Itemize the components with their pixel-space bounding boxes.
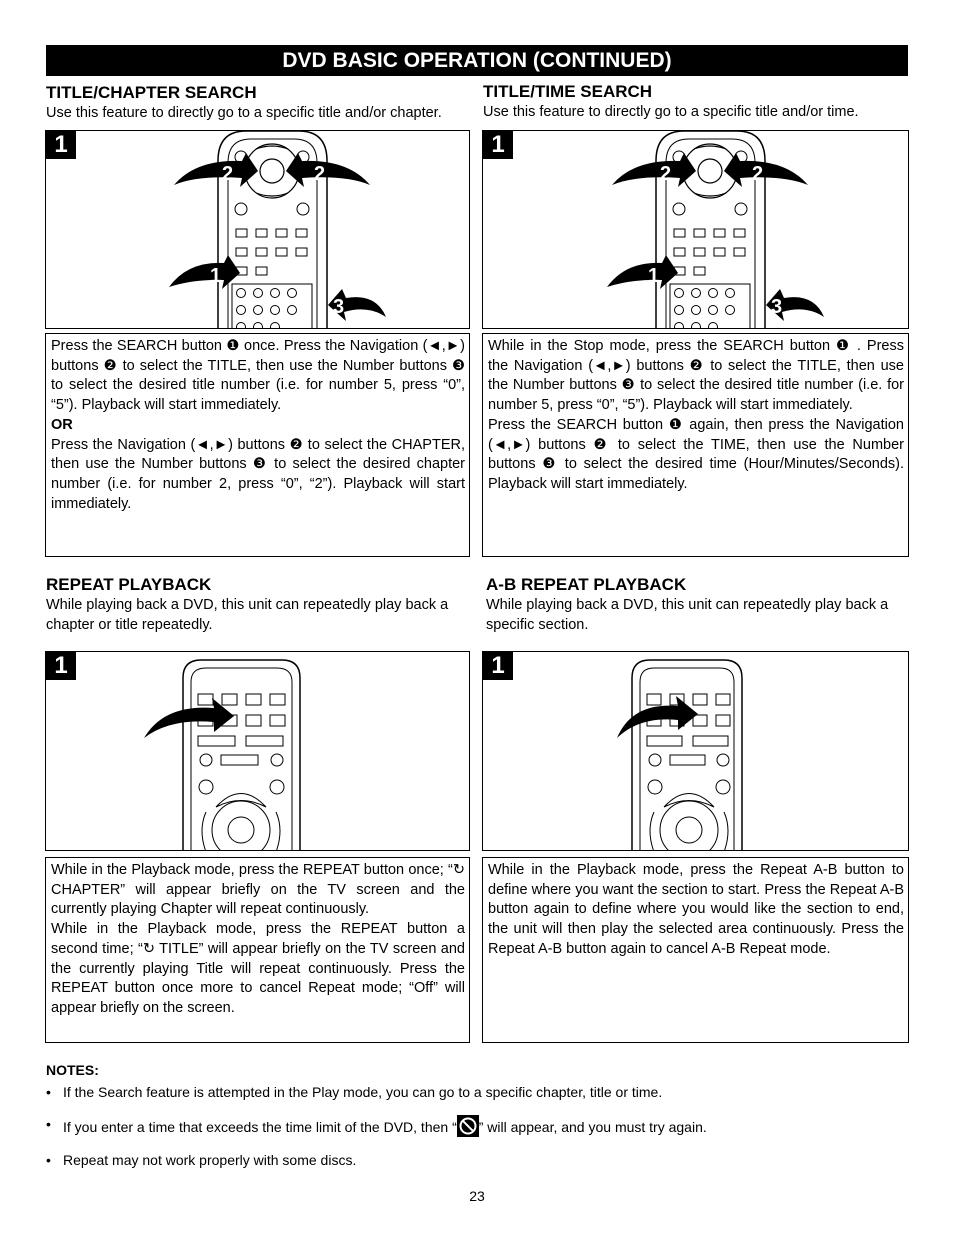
note-item [46, 1115, 908, 1141]
notes-list [46, 1083, 908, 1169]
title-chapter-remote-figure [45, 130, 470, 329]
ab-repeat-playback-heading: A-B REPEAT PLAYBACK [486, 575, 687, 594]
note-item [46, 1083, 908, 1101]
remote-control-illustration [483, 131, 908, 328]
instruction-paragraph: Press the SEARCH button ❶ again, then press the Navigation (◄,►) buttons ❷ to select the TIME, then use the Number buttons ❸ to select the desired time (Hour/Minutes/Seconds). Playback will start immediately. [488, 416, 904, 492]
note-text: If you enter a time that exceeds the time limit of the DVD, then “ [63, 1119, 457, 1135]
callout-3: 3 [333, 296, 345, 318]
repeat-playback-instructions [45, 857, 470, 1043]
callout-2-left: 2 [222, 163, 234, 185]
step-number: 1 [46, 131, 76, 159]
remote-control-illustration [483, 652, 908, 850]
page-number: 23 [469, 1188, 485, 1204]
remote-control-illustration [46, 131, 469, 328]
instruction-paragraph: While in the Playback mode, press the REPEAT button a second time; “↻ TITLE” will appear briefly on the TV screen and the currently playing Title will repeat continuously. Press the REPEAT button once more to cancel Repeat mode; “Off” will appear briefly on the screen. [51, 921, 465, 1016]
callout-2-right: 2 [752, 163, 764, 185]
remote-control-illustration [46, 652, 469, 850]
note-text: Repeat may not work properly with some discs. [63, 1152, 357, 1168]
callout-3: 3 [771, 296, 783, 318]
page-header: DVD BASIC OPERATION (CONTINUED) [46, 45, 908, 76]
title-time-remote-figure [482, 130, 909, 329]
notes-section [46, 1062, 908, 1179]
instruction-paragraph: Press the SEARCH button ❶ once. Press the Navigation (◄,►) buttons ❷ to select the TITLE, then use the Number buttons ❸ to select the desired title number (i.e. for number 5, press “0”, “5”). Playback will start immediately. [51, 338, 465, 414]
ab-repeat-playback-description: While playing back a DVD, this unit can repeatedly play back a specific section. [486, 597, 889, 633]
title-chapter-search-description: Use this feature to directly go to a specific title and/or chapter. [46, 105, 442, 121]
repeat-remote-figure [45, 651, 470, 851]
callout-1: 1 [210, 265, 222, 287]
note-item [46, 1151, 908, 1169]
note-text: ” will appear, and you must try again. [478, 1119, 707, 1135]
instruction-paragraph: While in the Stop mode, press the SEARCH button ❶ . Press the Navigation (◄,►) buttons ❷ to select the TITLE, then use the Number buttons ❸ to select the desired title number (i.e. for number 5, press “0”, “5”). Playback will start immediately. [488, 338, 904, 414]
title-time-search-heading: TITLE/TIME SEARCH [483, 82, 653, 101]
ab-repeat-remote-figure [482, 651, 909, 851]
note-text: If the Search feature is attempted in the Play mode, you can go to a specific chapter, title or time. [63, 1084, 663, 1100]
step-number: 1 [483, 652, 513, 680]
instruction-paragraph: While in the Playback mode, press the Repeat A-B button to define where you want the section to start. Press the Repeat A-B button again to define where you would like the section to end, the unit will then play the selected area continuously. Press the Repeat A-B button again to cancel A-B Repeat mode. [488, 862, 904, 957]
or-label: OR [51, 416, 73, 433]
instruction-paragraph: While in the Playback mode, press the REPEAT button once; “↻ CHAPTER” will appear briefly on the TV screen and the currently playing Chapter will repeat continuously. [51, 862, 465, 918]
title-time-instructions [482, 333, 909, 557]
title-chapter-search-heading: TITLE/CHAPTER SEARCH [46, 83, 257, 102]
step-number: 1 [483, 131, 513, 159]
ab-repeat-instructions [482, 857, 909, 1043]
instruction-paragraph: Press the Navigation (◄,►) buttons ❷ to select the CHAPTER, then use the Number buttons ❸ to select the desired chapter number (i.e. for number 2, press “0”, “2”). Playback will start immediately. [51, 436, 465, 512]
title-time-search-description: Use this feature to directly go to a specific title and/or time. [483, 104, 859, 120]
prohibited-icon [457, 1115, 479, 1141]
notes-heading: NOTES: [46, 1062, 99, 1078]
callout-2-left: 2 [660, 163, 672, 185]
callout-1: 1 [648, 265, 660, 287]
title-chapter-instructions [45, 333, 470, 557]
repeat-playback-description: While playing back a DVD, this unit can repeatedly play back a chapter or title repeatedly. [46, 597, 449, 633]
step-number: 1 [46, 652, 76, 680]
callout-2-right: 2 [314, 163, 326, 185]
repeat-playback-heading: REPEAT PLAYBACK [46, 575, 212, 594]
